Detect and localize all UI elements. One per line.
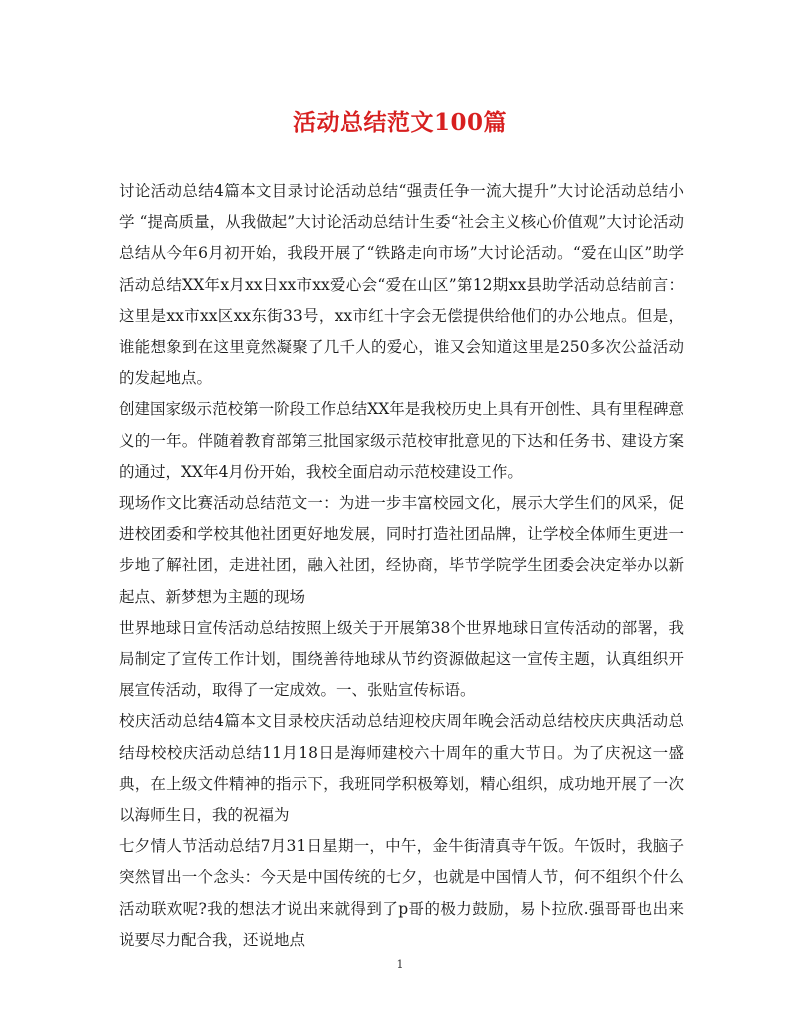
paragraph-school-anniversary: 校庆活动总结4篇本文目录校庆活动总结迎校庆周年晚会活动总结校庆庆典活动总结母校校庆活动总结11月18日是海师建校六十周年的重大节日。为了庆祝这一盛典，在上级文件精神的指示下，我班同学积极筹划，精心组织，成功地开展了一次以海师生日，我的祝福为 — [119, 712, 684, 825]
paragraph-discussion-activity: 讨论活动总结4篇本文目录讨论活动总结“强责任争一流大提升”大讨论活动总结小学 “提高质量，从我做起”大讨论活动总结计生委“社会主义核心价值观”大讨论活动总结从今年6月初开始，我段开展了“铁路走向市场”大讨论活动。“爱在山区”助学活动总结XX年x月xx日xx市xx爱心会“爱在山区”第12期xx县助学活动总结前言：这里是xx市xx区xx东街33号，xx市红十字会无偿提供给他们的办公地点。但是，谁能想象到在这里竟然凝聚了几千人的爱心，谁又会知道这里是250多次公益活动的发起地点。 — [119, 182, 684, 388]
paragraph-earth-day: 世界地球日宣传活动总结按照上级关于开展第38个世界地球日宣传活动的部署，我局制定了宣传工作计划，围绕善待地球从节约资源做起这一宣传主题，认真组织开展宣传活动，取得了一定成效。一、张贴宣传标语。 — [119, 618, 684, 700]
paragraph-qixi-festival: 七夕情人节活动总结7月31日星期一，中午，金牛街清真寺午饭。午饭时，我脑子突然冒出一个念头：今天是中国传统的七夕，也就是中国情人节，何不组织个什么活动联欢呢?我的想法才说出来就得到了p哥的极力鼓励，易卜拉欣.强哥哥也出来说要尽力配合我，还说地点 — [119, 837, 684, 949]
document-body — [119, 176, 684, 956]
paragraph-demonstration-school: 创建国家级示范校第一阶段工作总结XX年是我校历史上具有开创性、具有里程碑意义的一年。伴随着教育部第三批国家级示范校审批意见的下达和任务书、建设方案的通过，XX年4月份开始，我校全面启动示范校建设工作。 — [119, 400, 684, 481]
paragraph-writing-contest: 现场作文比赛活动总结范文一：为进一步丰富校园文化，展示大学生们的风采，促进校团委和学校其他社团更好地发展，同时打造社团品牌，让学校全体师生更进一步地了解社团，走进社团，融入社团，经协商，毕节学院学生团委会决定举办以新起点、新梦想为主题的现场 — [119, 494, 684, 606]
page-number: 1 — [396, 958, 404, 971]
document-title: 活动总结范文100篇 — [292, 109, 507, 136]
